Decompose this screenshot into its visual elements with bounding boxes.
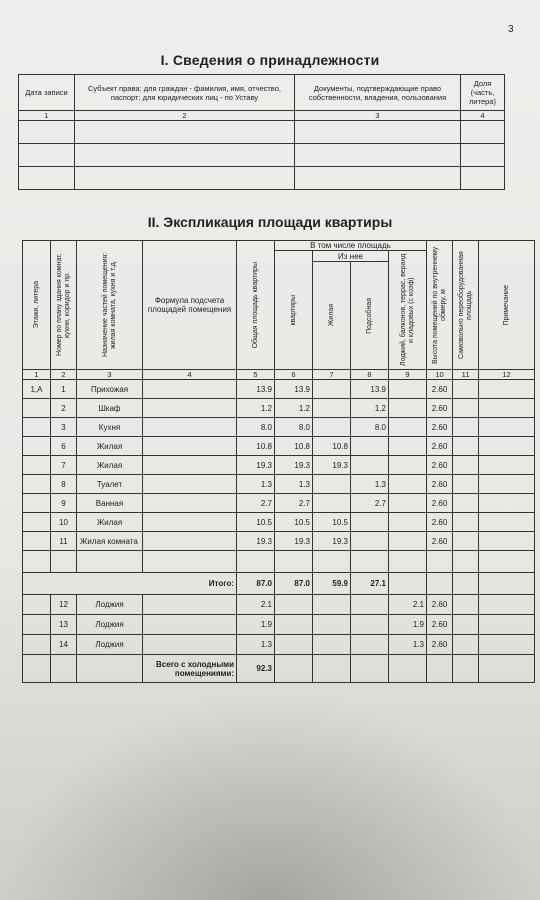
cell-room-no: 12 bbox=[51, 595, 77, 615]
cell-total: 19.3 bbox=[237, 456, 275, 475]
cell-reconstructed bbox=[453, 399, 479, 418]
cell-room-no: 1 bbox=[51, 380, 77, 399]
cell-height: 2.60 bbox=[427, 595, 453, 615]
cell-room-name: Кухня bbox=[77, 418, 143, 437]
cell-total: 19.3 bbox=[237, 532, 275, 551]
cell-note bbox=[479, 595, 535, 615]
cell-note bbox=[479, 418, 535, 437]
cell-floor bbox=[23, 635, 51, 655]
cell-height: 2.60 bbox=[427, 380, 453, 399]
cell-formula bbox=[143, 475, 237, 494]
cell-loggia bbox=[389, 475, 427, 494]
cell-height: 2.60 bbox=[427, 532, 453, 551]
cell-floor bbox=[23, 532, 51, 551]
cell-apartment: 8.0 bbox=[275, 418, 313, 437]
cell-height: 2.60 bbox=[427, 615, 453, 635]
col-number: 9 bbox=[389, 370, 427, 380]
cell-room-no: 2 bbox=[51, 399, 77, 418]
cell-reconstructed bbox=[453, 635, 479, 655]
cell-height: 2.60 bbox=[427, 513, 453, 532]
cell-total: 1.3 bbox=[237, 475, 275, 494]
cell-room-name: Прихожая bbox=[77, 380, 143, 399]
cell-formula bbox=[143, 615, 237, 635]
cell-floor bbox=[23, 418, 51, 437]
cell-total: 8.0 bbox=[237, 418, 275, 437]
col-number: 5 bbox=[237, 370, 275, 380]
cell-room-name: Жилая bbox=[77, 456, 143, 475]
cell-loggia bbox=[389, 513, 427, 532]
cell-room-no: 3 bbox=[51, 418, 77, 437]
cell-note bbox=[479, 513, 535, 532]
table-row bbox=[23, 399, 535, 418]
cell-total: 2.1 bbox=[237, 595, 275, 615]
cell-auxiliary bbox=[351, 513, 389, 532]
cell-living bbox=[313, 399, 351, 418]
table-row bbox=[23, 551, 535, 573]
col-number: 3 bbox=[77, 370, 143, 380]
cell-room-no: 9 bbox=[51, 494, 77, 513]
cell-loggia bbox=[389, 532, 427, 551]
col-number: 12 bbox=[479, 370, 535, 380]
cell-floor bbox=[23, 475, 51, 494]
cell-room-name: Жилая bbox=[77, 437, 143, 456]
itogo-living: 59.9 bbox=[313, 573, 351, 595]
cell-room-name: Жилая комната bbox=[77, 532, 143, 551]
cell-living bbox=[313, 475, 351, 494]
col-number: 3 bbox=[295, 111, 461, 121]
cell-room-name: Лоджия bbox=[77, 635, 143, 655]
cell-apartment: 19.3 bbox=[275, 532, 313, 551]
table-row bbox=[23, 635, 535, 655]
cell-auxiliary: 1.3 bbox=[351, 475, 389, 494]
col-number: 7 bbox=[313, 370, 351, 380]
cell-living bbox=[313, 615, 351, 635]
cell-auxiliary bbox=[351, 615, 389, 635]
cell-room-name: Жилая bbox=[77, 513, 143, 532]
itogo-total: 87.0 bbox=[237, 573, 275, 595]
header-total: Общая площадь квартиры bbox=[251, 261, 259, 349]
itogo-row bbox=[23, 573, 535, 595]
table-row bbox=[23, 513, 535, 532]
cell-apartment bbox=[275, 615, 313, 635]
table-row bbox=[23, 532, 535, 551]
cell-auxiliary: 1.2 bbox=[351, 399, 389, 418]
cell-note bbox=[479, 635, 535, 655]
table-row bbox=[23, 380, 535, 399]
cell-reconstructed bbox=[453, 513, 479, 532]
table-row bbox=[19, 121, 505, 144]
header-share: Доля (часть, литера) bbox=[461, 75, 505, 111]
cell-reconstructed bbox=[453, 615, 479, 635]
cell-apartment: 10.8 bbox=[275, 437, 313, 456]
cell-room-no: 10 bbox=[51, 513, 77, 532]
table-row bbox=[23, 615, 535, 635]
cell-floor bbox=[23, 615, 51, 635]
itogo-apartment: 87.0 bbox=[275, 573, 313, 595]
cell-note bbox=[479, 399, 535, 418]
cell-loggia bbox=[389, 456, 427, 475]
cell-formula bbox=[143, 635, 237, 655]
cell-height: 2.60 bbox=[427, 494, 453, 513]
grand-total-label: Всего с холодными помещениями: bbox=[143, 655, 237, 683]
cell-apartment: 2.7 bbox=[275, 494, 313, 513]
cell-note bbox=[479, 494, 535, 513]
cell-total: 1.3 bbox=[237, 635, 275, 655]
cell-formula bbox=[143, 437, 237, 456]
cell-note bbox=[479, 475, 535, 494]
cell-living bbox=[313, 380, 351, 399]
cell-floor bbox=[23, 456, 51, 475]
cell-note bbox=[479, 532, 535, 551]
table-row bbox=[23, 475, 535, 494]
cell-formula bbox=[143, 532, 237, 551]
cell-loggia: 1.3 bbox=[389, 635, 427, 655]
cell-formula bbox=[143, 494, 237, 513]
col-number: 6 bbox=[275, 370, 313, 380]
cell-floor bbox=[23, 437, 51, 456]
cell-living: 19.3 bbox=[313, 456, 351, 475]
cell-height: 2.60 bbox=[427, 456, 453, 475]
cell-loggia bbox=[389, 437, 427, 456]
header-apartment: квартиры bbox=[289, 294, 297, 326]
cell-note bbox=[479, 615, 535, 635]
cell-loggia: 1.9 bbox=[389, 615, 427, 635]
cell-formula bbox=[143, 399, 237, 418]
header-subject: Субъект права: для граждан - фамилия, имя, отчество, паспорт; для юридических лиц - по Уставу bbox=[75, 75, 295, 111]
table-row bbox=[23, 418, 535, 437]
section1-title: I. Сведения о принадлежности bbox=[160, 52, 380, 68]
cell-floor: 1,А bbox=[23, 380, 51, 399]
grand-total-row bbox=[23, 655, 535, 683]
cell-apartment: 10.5 bbox=[275, 513, 313, 532]
cell-total: 1.2 bbox=[237, 399, 275, 418]
table-row bbox=[23, 456, 535, 475]
cell-room-no: 8 bbox=[51, 475, 77, 494]
cell-room-no: 13 bbox=[51, 615, 77, 635]
cell-auxiliary: 2.7 bbox=[351, 494, 389, 513]
header-documents: Документы, подтверждающие право собственности, владения, пользования bbox=[295, 75, 461, 111]
col-number: 8 bbox=[351, 370, 389, 380]
col-number: 1 bbox=[19, 111, 75, 121]
header-loggias: Лоджий, балконов, террас, веранд и кладовых (с коэф) bbox=[399, 253, 415, 367]
cell-auxiliary: 8.0 bbox=[351, 418, 389, 437]
cell-total: 13.9 bbox=[237, 380, 275, 399]
cell-total: 10.5 bbox=[237, 513, 275, 532]
cell-living: 10.5 bbox=[313, 513, 351, 532]
col-number: 2 bbox=[75, 111, 295, 121]
header-auxiliary: Подсобная bbox=[365, 297, 373, 334]
col-number: 2 bbox=[51, 370, 77, 380]
cell-auxiliary bbox=[351, 595, 389, 615]
cell-total: 10.8 bbox=[237, 437, 275, 456]
header-living: Жилая bbox=[327, 304, 335, 327]
itogo-auxiliary: 27.1 bbox=[351, 573, 389, 595]
ownership-table bbox=[18, 74, 505, 190]
cell-auxiliary bbox=[351, 532, 389, 551]
col-number: 10 bbox=[427, 370, 453, 380]
cell-apartment bbox=[275, 635, 313, 655]
cell-loggia bbox=[389, 399, 427, 418]
grand-total-value: 92.3 bbox=[237, 655, 275, 683]
cell-auxiliary bbox=[351, 456, 389, 475]
cell-loggia bbox=[389, 380, 427, 399]
header-height: Высота помещений по внутреннему обмеру, м bbox=[431, 246, 447, 364]
cell-height: 2.60 bbox=[427, 475, 453, 494]
cell-reconstructed bbox=[453, 532, 479, 551]
header-of-which: Из нее bbox=[313, 251, 389, 262]
cell-apartment: 19.3 bbox=[275, 456, 313, 475]
cell-room-no: 11 bbox=[51, 532, 77, 551]
cell-loggia: 2.1 bbox=[389, 595, 427, 615]
cell-apartment: 1.2 bbox=[275, 399, 313, 418]
cell-height: 2.60 bbox=[427, 437, 453, 456]
page-number: 3 bbox=[508, 24, 514, 35]
cell-living bbox=[313, 635, 351, 655]
cell-room-no: 14 bbox=[51, 635, 77, 655]
cell-living bbox=[313, 494, 351, 513]
cell-room-name: Лоджия bbox=[77, 595, 143, 615]
cell-loggia bbox=[389, 494, 427, 513]
itogo-label: Итого: bbox=[23, 573, 237, 595]
cell-auxiliary bbox=[351, 635, 389, 655]
table-row bbox=[19, 167, 505, 190]
explication-table bbox=[22, 240, 535, 683]
cell-reconstructed bbox=[453, 456, 479, 475]
cell-height: 2.60 bbox=[427, 399, 453, 418]
col-number: 11 bbox=[453, 370, 479, 380]
cell-note bbox=[479, 456, 535, 475]
col-number: 4 bbox=[143, 370, 237, 380]
header-reconstructed: Самовольно переоборудованная площадь bbox=[457, 251, 473, 359]
col-number: 4 bbox=[461, 111, 505, 121]
section2-title: II. Экспликация площади квартиры bbox=[147, 214, 393, 230]
col-number: 1 bbox=[23, 370, 51, 380]
cell-auxiliary bbox=[351, 437, 389, 456]
cell-note bbox=[479, 380, 535, 399]
cell-room-name: Лоджия bbox=[77, 615, 143, 635]
cell-formula bbox=[143, 456, 237, 475]
header-date: Дата записи bbox=[19, 75, 75, 111]
cell-apartment: 13.9 bbox=[275, 380, 313, 399]
header-purpose: Назначение частей помещения: жилая комната, кухня и т.д. bbox=[101, 252, 117, 358]
cell-room-name: Туалет bbox=[77, 475, 143, 494]
cell-living bbox=[313, 595, 351, 615]
cell-height: 2.60 bbox=[427, 635, 453, 655]
cell-room-name: Ванная bbox=[77, 494, 143, 513]
photo-shadow bbox=[0, 690, 540, 900]
table-row bbox=[19, 144, 505, 167]
table-row bbox=[23, 437, 535, 456]
cell-formula bbox=[143, 380, 237, 399]
cell-floor bbox=[23, 399, 51, 418]
cell-apartment bbox=[275, 595, 313, 615]
cell-total: 1.9 bbox=[237, 615, 275, 635]
cell-total: 2.7 bbox=[237, 494, 275, 513]
cell-living: 10.8 bbox=[313, 437, 351, 456]
header-incl: В том числе площадь bbox=[275, 241, 427, 251]
cell-auxiliary: 13.9 bbox=[351, 380, 389, 399]
table-row bbox=[23, 494, 535, 513]
cell-apartment: 1.3 bbox=[275, 475, 313, 494]
cell-room-name: Шкаф bbox=[77, 399, 143, 418]
cell-formula bbox=[143, 595, 237, 615]
header-formula: Формула подсчета площадей помещения bbox=[143, 241, 237, 370]
cell-floor bbox=[23, 595, 51, 615]
header-note: Примечание bbox=[502, 284, 510, 326]
cell-floor bbox=[23, 494, 51, 513]
cell-height: 2.60 bbox=[427, 418, 453, 437]
cell-reconstructed bbox=[453, 418, 479, 437]
table-row bbox=[23, 595, 535, 615]
cell-room-no: 7 bbox=[51, 456, 77, 475]
cell-reconstructed bbox=[453, 475, 479, 494]
cell-formula bbox=[143, 418, 237, 437]
cell-living: 19.3 bbox=[313, 532, 351, 551]
cell-loggia bbox=[389, 418, 427, 437]
cell-reconstructed bbox=[453, 437, 479, 456]
cell-living bbox=[313, 418, 351, 437]
cell-note bbox=[479, 437, 535, 456]
cell-formula bbox=[143, 513, 237, 532]
header-floor: Этажи, литера bbox=[32, 281, 40, 329]
cell-floor bbox=[23, 513, 51, 532]
cell-reconstructed bbox=[453, 595, 479, 615]
cell-room-no: 6 bbox=[51, 437, 77, 456]
cell-reconstructed bbox=[453, 380, 479, 399]
cell-reconstructed bbox=[453, 494, 479, 513]
header-room-no: Номер по плану здания комнат, кухни, коридор и пр. bbox=[55, 253, 71, 357]
